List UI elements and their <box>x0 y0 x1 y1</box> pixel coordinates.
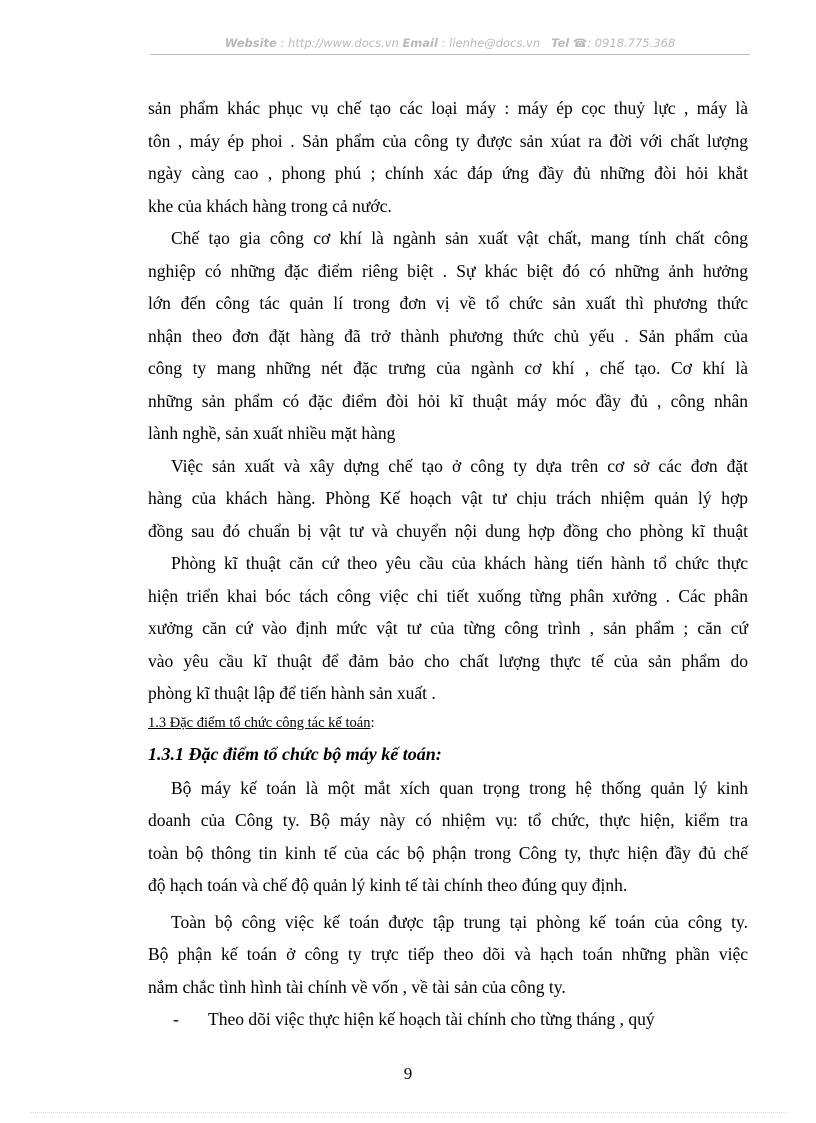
text-line: phòng kĩ thuật lập để tiến hành sản xuất . <box>148 683 436 703</box>
section-heading-suffix: : <box>370 714 375 731</box>
text-line: lớn đến công tác quản lí trong đơn vị về tổ chức sản xuất thì phương thức <box>148 293 748 313</box>
text-line: Việc sản xuất và xây dựng chế tạo ở công ty dựa trên cơ sở các đơn đặt <box>171 455 748 476</box>
text-line: Phòng kĩ thuật căn cứ theo yêu cầu của khách hàng tiến hành tổ chức thực <box>171 553 748 573</box>
text-line: Toàn bộ công việc kế toán được tập trung tại phòng kế toán của công ty. <box>171 911 748 932</box>
text-line: những sản phẩm có đặc điểm đòi hỏi kĩ thuật máy móc đầy đủ , công nhân <box>148 390 748 411</box>
bullet-item <box>148 1003 748 1035</box>
text-line: nắm chắc tình hình tài chính về vốn , về tài sản của công ty. <box>148 976 566 997</box>
header-tel-value: : 0918.775.368 <box>587 36 676 50</box>
text-line: vào yêu cầu kĩ thuật để đảm bảo cho chất lượng thực tế của sản phẩm do <box>148 650 748 671</box>
header-tel-label: Tel <box>551 36 570 50</box>
bullet-text: Theo dõi việc thực hiện kế hoạch tài chính cho từng tháng , quý <box>208 1009 655 1029</box>
text-line: Bộ máy kế toán là một mắt xích quan trọng trong hệ thống quản lý kinh <box>171 777 748 798</box>
bullet-dash: - <box>173 1009 179 1029</box>
header-website-label: Website <box>224 36 277 50</box>
subsection-heading: 1.3.1 Đặc điểm tổ chức bộ máy kế toán: <box>148 743 442 764</box>
text-line: đồng sau đó chuẩn bị vật tư và chuyển nội dung hợp đồng cho phòng kĩ thuật <box>148 520 748 541</box>
paragraph-6 <box>148 906 748 1004</box>
text-line: ngày càng cao , phong phú ; chính xác đáp ứng đầy đủ những đòi hỏi khắt <box>148 163 748 183</box>
page-header <box>150 36 750 50</box>
text-line: toàn bộ thông tin kinh tế của các bộ phận trong Công ty, thực hiện đầy đủ chế <box>148 842 748 863</box>
text-line: khe của khách hàng trong cả nước. <box>148 195 392 216</box>
text-line: công ty mang những nét đặc trưng của ngành cơ khí , chế tạo. Cơ khí là <box>148 358 748 378</box>
header-email-link[interactable]: : lienhe@docs.vn <box>441 36 541 50</box>
header-website-link[interactable]: : http://www.docs.vn <box>280 36 399 50</box>
paragraph-1 <box>148 92 748 222</box>
text-line: hàng của khách hàng. Phòng Kế hoạch vật tư chịu trách nhiệm quản lý hợp <box>148 488 748 508</box>
section-heading <box>148 710 748 736</box>
text-line: nhận theo đơn đặt hàng đã trở thành phương thức chủ yếu . Sản phẩm của <box>148 325 748 346</box>
paragraph-3 <box>148 450 748 548</box>
section-heading-text: 1.3 Đặc điểm tổ chức công tác kế toán <box>148 714 371 731</box>
paragraph-5 <box>148 772 748 902</box>
paragraph-2 <box>148 222 748 450</box>
page-body <box>148 92 748 1035</box>
page-number: 9 <box>403 1064 413 1083</box>
text-line: Bộ phận kế toán ở công ty trực tiếp theo dõi và hạch toán những phần việc <box>148 944 748 964</box>
text-line: doanh của Công ty. Bộ máy này có nhiệm vụ: tổ chức, thực hiện, kiểm tra <box>148 810 748 830</box>
text-line: độ hạch toán và chế độ quản lý kinh tế tài chính theo đúng quy định. <box>148 875 628 895</box>
phone-icon: ☎ <box>572 36 588 50</box>
text-line: Chế tạo gia công cơ khí là ngành sản xuất vật chất, mang tính chất công <box>171 228 748 248</box>
text-line: xưởng căn cứ vào định mức vật tư của từng công trình , sản phẩm ; căn cứ <box>148 618 748 638</box>
text-line: sản phẩm khác phục vụ chế tạo các loại máy : máy ép cọc thuỷ lực , máy là <box>148 98 748 118</box>
footer-divider <box>30 1112 786 1113</box>
text-line: nghiệp có những đặc điểm riêng biệt . Sự khác biệt đó có những ảnh hưởng <box>148 260 748 281</box>
text-line: hiện triển khai bóc tách công việc chi tiết xuống từng phân xưởng . Các phân <box>148 585 748 606</box>
text-line: tôn , máy ép phoi . Sản phẩm của công ty được sản xúat ra đời với chất lượng <box>148 130 748 151</box>
text-line: lành nghề, sản xuất nhiều mặt hàng <box>148 423 396 443</box>
paragraph-4 <box>148 547 748 710</box>
header-email-label: Email <box>402 36 438 50</box>
header-divider <box>150 54 750 55</box>
